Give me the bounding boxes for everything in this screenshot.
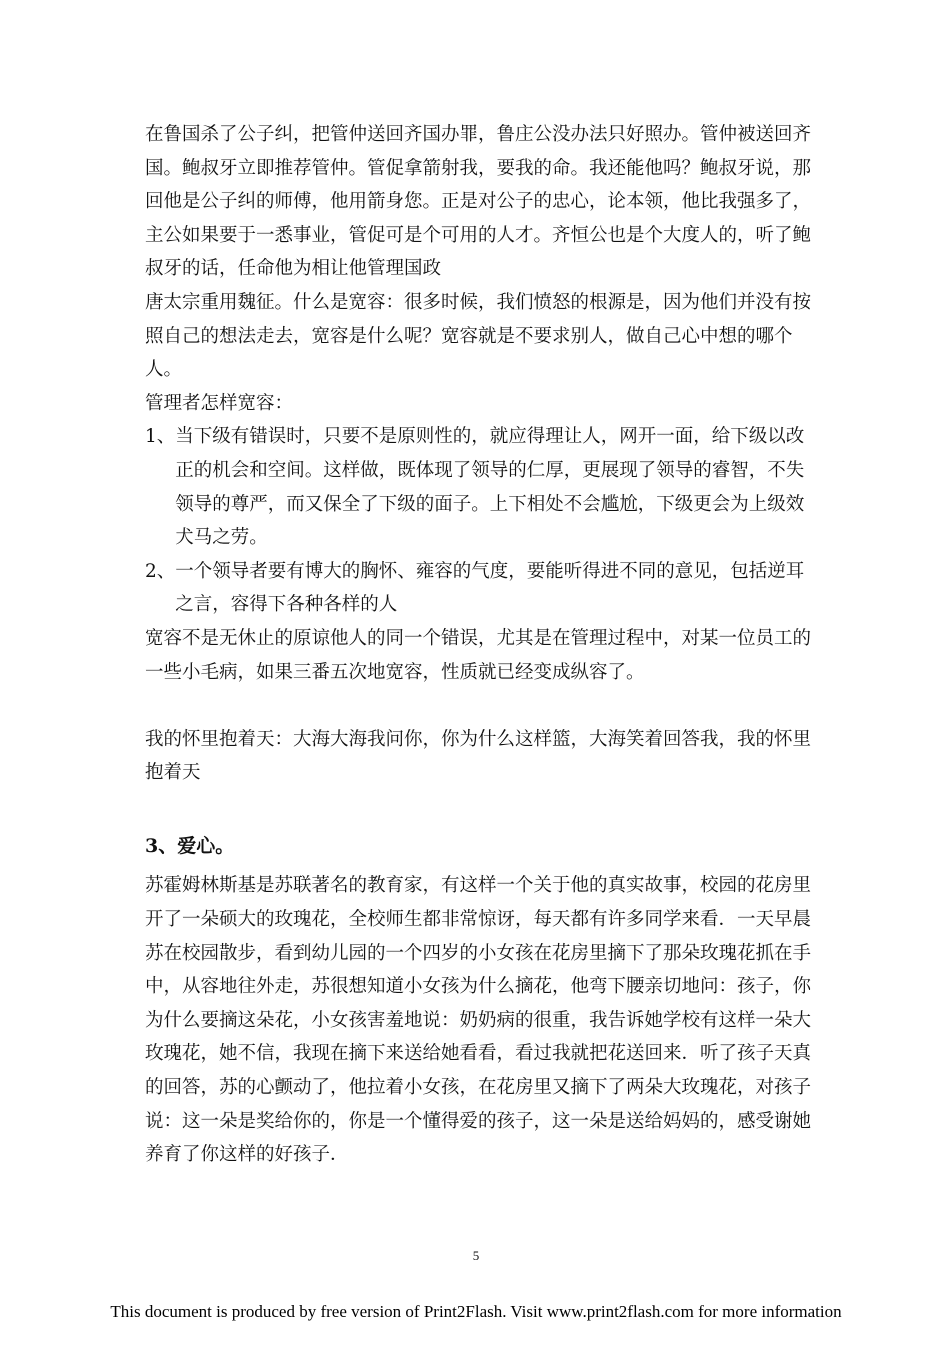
paragraph-tolerance-definition: 唐太宗重用魏征。什么是宽容：很多时候，我们愤怒的根源是，因为他们并没有按照自己的想法走去，宽容是什么呢？宽容就是不要求别人，做自己心中想的哪个人。 [145,291,812,381]
list-item [145,420,815,554]
paragraph-guan-zhong: 在鲁国杀了公子纠，把管仲送回齐国办罪，鲁庄公没办法只好照办。管仲被送回齐国。鲍叔牙立即推荐管仲。管促拿箭射我，要我的命。我还能他吗？鲍叔牙说，那回他是公子纠的师傅，他用箭身您。正是对公子的忠心，论本领，他比我强多了，主公如果要于一悉事业，管促可是个可用的人才。齐恒公也是个大度人的，听了鲍叔牙的话，任命他为相让他管理国政 [145,124,812,280]
page-number: 5 [472,1248,480,1263]
print2flash-footer: This document is produced by free version of Print2Flash. Visit www.print2flash.com for more information [110,1302,842,1321]
list-item-text: 当下级有错误时，只要不是原则性的，就应得理让人，网开一面，给下级以改正的机会和空间。这样做，既体现了领导的仁厚，更展现了领导的睿智，不失领导的尊严，而又保全了下级的面子。上下相处不会尴尬，下级更会为上级效犬马之劳。 [175,426,805,549]
paragraph-tolerance-vs-indulgence: 宽容不是无休止的原谅他人的同一个错误，尤其是在管理过程中，对某一位员工的一些小毛病，如果三番五次地宽容，性质就已经变成纵容了。 [145,627,812,683]
blank-line [145,790,815,830]
blank-line [145,689,815,723]
list-item-number: 2、 [145,560,176,582]
document-body [145,118,815,1172]
list-item-text: 一个领导者要有博大的胸怀、雍容的气度，要能听得进不同的意见，包括逆耳之言，容得下各种各样的人 [175,560,805,616]
paragraph-sukhomlinsky-story: 苏霍姆林斯基是苏联著名的教育家，有这样一个关于他的真实故事，校园的花房里开了一朵硕大的玫瑰花，全校师生都非常惊讶，每天都有许多同学来看．一天早晨苏在校园散步，看到幼儿园的一个四岁的小女孩在花房里摘下了那朵玫瑰花抓在手中，从容地往外走，苏很想知道小女孩为什么摘花，他弯下腰亲切地问：孩子，你为什么要摘这朵花，小女孩害羞地说：奶奶病的很重，我告诉她学校有这样一朵大玫瑰花，她不信，我现在摘下来送给她看看，看过我就把花送回来．听了孩子天真的回答，苏的心颤动了，他拉着小女孩，在花房里又摘下了两朵大玫瑰花，对孩子说：这一朵是奖给你的，你是一个懂得爱的孩子，这一朵是送给妈妈的，感受谢她养育了你这样的好孩子． [145,875,812,1166]
paragraph-sea: 我的怀里抱着天：大海大海我问你，你为什么这样篮，大海笑着回答我，我的怀里抱着天 [145,728,812,784]
list-item [145,555,815,622]
paragraph-manager-tolerance-intro: 管理者怎样宽容： [145,392,294,414]
section-heading: 3、爱心。 [145,834,235,857]
list-item-number: 1、 [145,426,176,448]
